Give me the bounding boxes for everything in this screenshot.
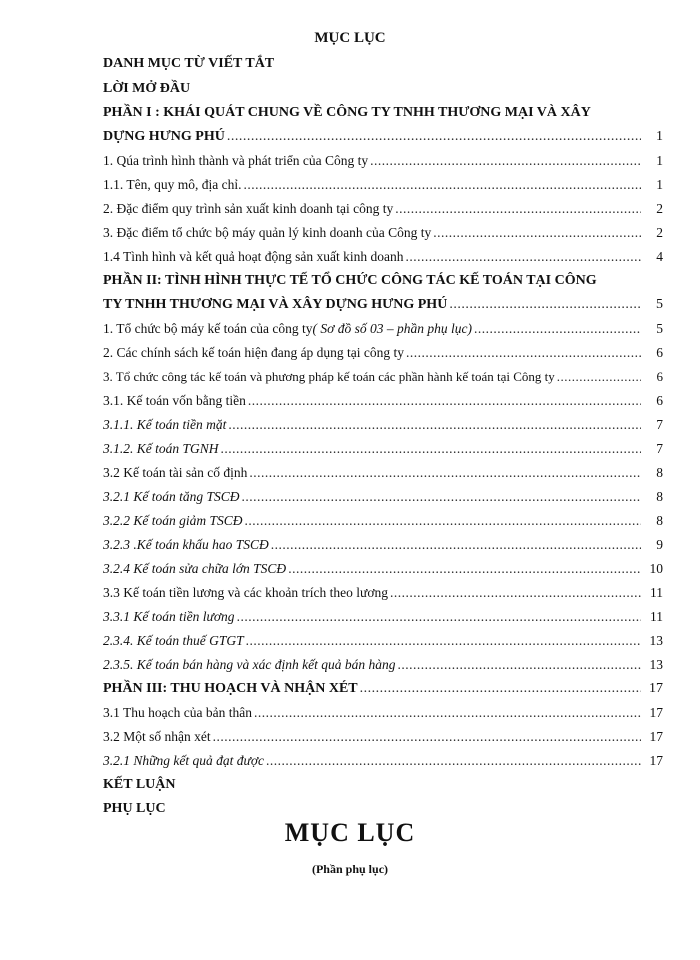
leader-dots [474,321,641,337]
toc-entry[interactable]: 2. Đặc điểm quy trình sản xuất kinh doanh tại công ty ..... 2 [103,197,663,217]
toc-entry[interactable]: 2.3.4. Kế toán thuế GTGT ..... 13 [103,629,663,649]
appendix-subtitle: (Phần phụ lục) [311,862,389,876]
page-number: 2 [656,201,663,216]
leader-dots [248,393,641,409]
toc-entry-part2-heading-cont[interactable]: TY TNHH THƯƠNG MẠI VÀ XÂY DỰNG HƯNG PHÚ ..... 5 [103,293,663,313]
appendix-title: MỤC LỤC [284,818,416,847]
leader-dots [271,537,641,553]
leader-dots [243,177,641,193]
leader-dots [254,705,641,721]
leader-dots [370,153,641,169]
leader-dots [228,417,641,433]
toc-entry[interactable]: 1. Qúa trình hình thành và phát triển của Công ty ..... 1 [103,149,663,169]
page-number: 5 [656,321,663,336]
page-number: 6 [656,369,663,384]
page-number: 6 [656,345,663,360]
toc-entry[interactable]: 3.2.3 .Kế toán khấu hao TSCĐ ..... 9 [103,533,663,553]
leader-dots [246,633,641,649]
toc-entry[interactable]: 1.4 Tình hình và kết quả hoạt động sản xuất kinh doanh ..... 4 [103,245,663,265]
page-number: 9 [656,537,663,552]
toc-entry[interactable]: 1. Tổ chức bộ máy kế toán của công ty( Sơ đồ số 03 – phần phụ lục) ..... 5 [103,317,663,337]
leader-dots [433,225,641,241]
toc-title: MỤC LỤC [314,30,386,46]
leader-dots [288,561,641,577]
toc-entry[interactable]: 3.1.1. Kế toán tiền mặt ..... 7 [103,413,663,433]
leader-dots [266,753,641,769]
toc-entry[interactable]: 3. Tổ chức công tác kế toán và phương pháp kế toán các phần hành kế toán tại Công ty ..... 6 [103,365,663,385]
page-number: 13 [649,633,663,648]
leader-dots [449,297,641,313]
page-number: 7 [656,441,663,456]
toc-entry[interactable]: 3.2.4 Kế toán sửa chữa lớn TSCĐ ..... 10 [103,557,663,577]
page-number: 17 [649,729,663,744]
leader-dots [390,585,641,601]
toc-entry[interactable]: 3.2.2 Kế toán giảm TSCĐ ..... 8 [103,509,663,529]
page-number: 6 [656,393,663,408]
toc-entry[interactable]: 3.3 Kế toán tiền lương và các khoản trích theo lương ..... 11 [103,581,663,601]
toc-entry-introduction[interactable]: LỜI MỞ ĐẦU [103,81,191,96]
page-number: 8 [656,489,663,504]
toc-entry[interactable]: 1.1. Tên, quy mô, địa chỉ. ..... 1 [103,173,663,193]
toc-entry-appendix[interactable]: PHỤ LỤC [103,801,166,816]
page-number: 4 [656,249,663,264]
page-number: 7 [656,417,663,432]
leader-dots [213,729,641,745]
toc-entry-part2-heading[interactable]: PHẦN II: TÌNH HÌNH THỰC TẾ TỔ CHỨC CÔNG TÁC KẾ TOÁN TẠI CÔNG [103,273,597,288]
toc-entry-conclusion[interactable]: KẾT LUẬN [103,777,176,792]
toc-entry[interactable]: 3.1. Kế toán vốn bằng tiền ..... 6 [103,389,663,409]
leader-dots [557,369,641,385]
toc-entry[interactable]: 3.3.1 Kế toán tiền lương ..... 11 [103,605,663,625]
page-number: 17 [649,753,663,768]
toc-entry[interactable]: 3.1 Thu hoạch của bản thân ..... 17 [103,701,663,721]
page-number: 8 [656,513,663,528]
toc-entry[interactable]: 3.2 Một số nhận xét ..... 17 [103,725,663,745]
toc-entry-part1-heading-cont[interactable]: DỰNG HƯNG PHÚ ..... 1 [103,125,663,145]
leader-dots [406,345,641,361]
leader-dots [242,489,641,505]
page-number: 5 [656,297,663,312]
page-number: 13 [649,657,663,672]
toc-entry[interactable]: 3.2 Kế toán tài sản cố định ..... 8 [103,461,663,481]
toc-entry[interactable]: 3.2.1 Những kết quả đạt được ..... 17 [103,749,663,769]
toc-entry-abbreviations[interactable]: DANH MỤC TỪ VIẾT TẮT [103,56,275,71]
page-number: 17 [649,681,663,696]
page-number: 2 [656,225,663,240]
toc-entry[interactable]: 2.3.5. Kế toán bán hàng và xác định kết quả bán hàng ..... 13 [103,653,663,673]
page-number: 11 [650,609,663,624]
toc-entry-part3-heading[interactable]: PHẦN III: THU HOẠCH VÀ NHẬN XÉT ..... 17 [103,677,663,697]
page-number: 10 [649,561,663,576]
leader-dots [221,441,641,457]
toc-entry[interactable]: 3. Đặc điểm tổ chức bộ máy quản lý kinh doanh của Công ty ..... 2 [103,221,663,241]
toc-entry-part1-heading[interactable]: PHẦN I : KHÁI QUÁT CHUNG VỀ CÔNG TY TNHH THƯƠNG MẠI VÀ XÂY [103,105,591,120]
entry-subnote: ( Sơ đồ số 03 – phần phụ lục) [312,321,472,336]
leader-dots [249,465,641,481]
leader-dots [245,513,641,529]
leader-dots [237,609,641,625]
page-number: 11 [650,585,663,600]
leader-dots [397,657,641,673]
page-number: 1 [656,129,663,144]
leader-dots [395,201,641,217]
page-number: 17 [649,705,663,720]
leader-dots [360,681,641,697]
page-number: 1 [656,153,663,168]
page-number: 1 [656,177,663,192]
toc-entry[interactable]: 3.1.2. Kế toán TGNH ..... 7 [103,437,663,457]
leader-dots [227,129,641,145]
page-number: 8 [656,465,663,480]
toc-entry[interactable]: 2. Các chính sách kế toán hiện đang áp dụng tại công ty ..... 6 [103,341,663,361]
leader-dots [405,249,641,265]
toc-entry[interactable]: 3.2.1 Kế toán tăng TSCĐ ..... 8 [103,485,663,505]
